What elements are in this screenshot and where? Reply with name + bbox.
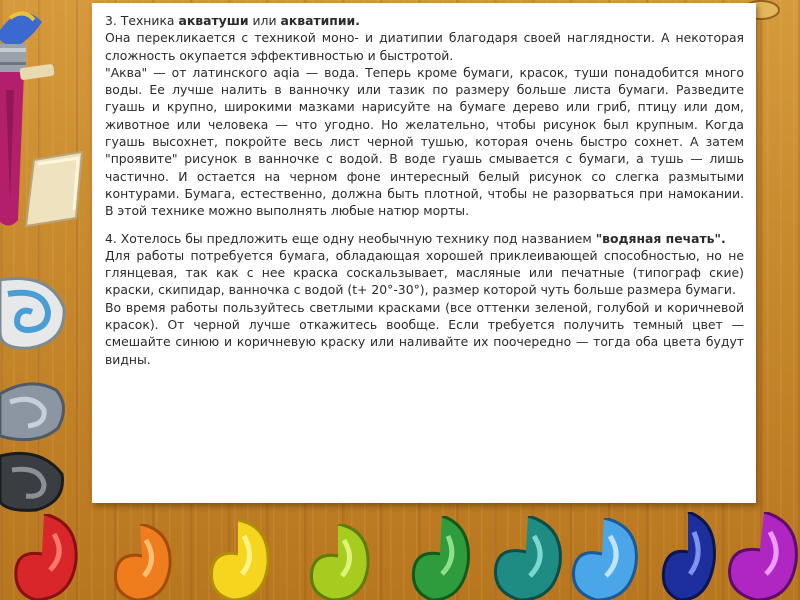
technique-term-akvatushi: акватуши [178, 13, 249, 28]
eraser-icon [20, 150, 90, 230]
purple-swirl-icon [726, 512, 800, 600]
section-4-paragraph-1: Для работы потребуется бумага, обладающая хорошей приклеивающей способностью, но не глянцевая, так как с нее краска соскальзывает, масляные или печатные (типограф ские) краски, скипидар, ванночка с водой (t+ 20°-30°), размер которой чуть больше размера бумаги. [105, 247, 744, 298]
gray-swirl-icon [0, 376, 70, 446]
navy-swirl-icon [660, 512, 718, 600]
light-blue-swirl-icon [570, 518, 640, 600]
white-swirl-icon [0, 272, 70, 352]
content-panel [92, 3, 756, 503]
green-swirl-icon [410, 516, 472, 600]
lime-swirl-icon [308, 524, 372, 600]
section-4-intro: 4. Хотелось бы предложить еще одну необычную технику под названием [105, 230, 592, 246]
technique-term-akvatipii: акватипии. [280, 13, 360, 28]
yellow-swirl-icon [208, 520, 272, 600]
section-3-paragraph-2: "Аква" — от латинского aqia — вода. Теперь кроме бумаги, красок, туши понадобится много воды. Ее лучше налить в ванночку или тазик по размеру больше листа бумаги. Разведите гуашь и крупно, широкими мазками нарисуйте на бумаге дерево или гриб, птицу или дом, животное или человека — что угодно. Но желательно, чтобы рисунок был крупным. Когда гуашь высохнет, покройте весь лист черной тушью, которая очень быстро сохнет. А затем "проявите" рисунок в ванночке с водой. В воде гуашь смывается с бумаги, а тушь — лишь частично. И остается на черном фоне интересный белый рисунок со слегка размытыми контурами. Бумага, естественно, должна быть плотной, чтобы не разорваться при намокании. В этой технике можно выполнять любые натюр морты. [105, 64, 744, 219]
section-4-paragraph-2: Во время работы пользуйтесь светлыми красками (все оттенки зеленой, голубой и коричневой красок). От черной лучше откажитесь вообще. Если требуется получить темный цвет — смешайте синюю и коричневую краску или наливайте их поочередно — тогда оба цвета будут видны. [105, 299, 744, 367]
orange-swirl-icon [112, 524, 174, 600]
section-3-paragraph-1: Она перекликается с техникой моно- и диатипии благодаря своей наглядности. А некоторая сложность окупается эффективностью и быстротой. [105, 30, 744, 63]
black-swirl-icon [0, 446, 70, 516]
section-3-connector: или [248, 13, 281, 28]
teal-swirl-icon [492, 516, 564, 600]
section-divider [105, 220, 744, 230]
section-4-title [105, 230, 744, 247]
technique-term-water-print: "водяная печать". [595, 230, 726, 246]
section-3-prefix: 3. Техника [105, 13, 179, 28]
section-3-title [105, 12, 744, 29]
red-swirl-icon [14, 514, 84, 600]
